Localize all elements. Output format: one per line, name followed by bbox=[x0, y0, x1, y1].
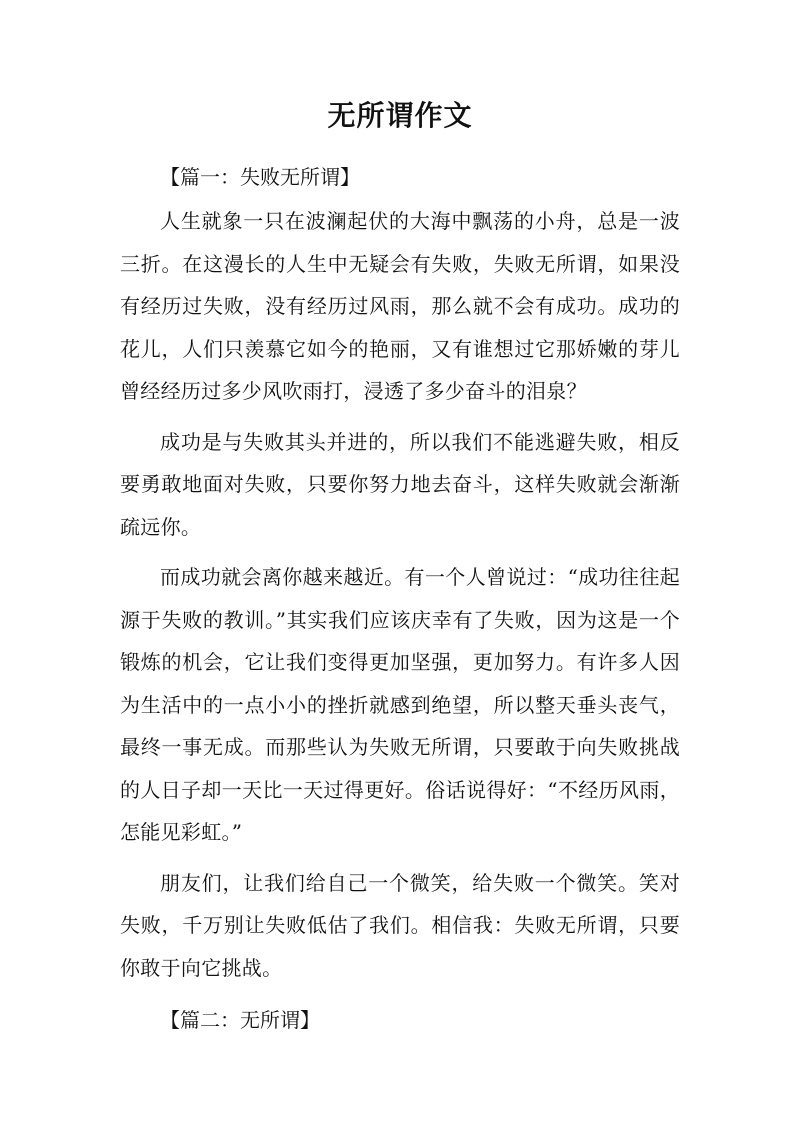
document-title: 无所谓作文 bbox=[327, 99, 473, 132]
paragraph: 而成功就会离你越来越近。有一个人曾说过：“成功往往起源于失败的教训。”其实我们应该庆幸有了失败，因为这是一个锻炼的机会，它让我们变得更加坚强，更加努力。有许多人因为生活中的一点小小的挫折就感到绝望，所以整天垂头丧气，最终一事无成。而那些认为失败无所谓，只要敢于向失败挑战的人日子却一天比一天过得更好。俗话说得好：“不经历风雨，怎能见彩虹。” bbox=[120, 565, 680, 844]
section-heading: 【篇一：失败无所谓】 bbox=[160, 165, 360, 189]
paragraph: 人生就象一只在波澜起伏的大海中飘荡的小舟，总是一波三折。在这漫长的人生中无疑会有失败，失败无所谓，如果没有经历过失败，没有经历过风雨，那么就不会有成功。成功的花儿，人们只羡慕它如今的艳丽，又有谁想过它那娇嫩的芽儿曾经经历过多少风吹雨打，浸透了多少奋斗的泪泉？ bbox=[120, 209, 680, 403]
paragraph: 朋友们，让我们给自己一个微笑，给失败一个微笑。笑对失败，千万别让失败低估了我们。相信我：失败无所谓，只要你敢于向它挑战。 bbox=[120, 870, 680, 980]
section-2 bbox=[120, 997, 680, 1043]
paragraph: 成功是与失败其头并进的，所以我们不能逃避失败，相反要勇敢地面对失败，只要你努力地去奋斗，这样失败就会渐渐疏远你。 bbox=[120, 429, 680, 539]
section-1 bbox=[120, 154, 680, 989]
document-page bbox=[120, 96, 680, 1043]
section-heading: 【篇二：无所谓】 bbox=[160, 1008, 320, 1032]
